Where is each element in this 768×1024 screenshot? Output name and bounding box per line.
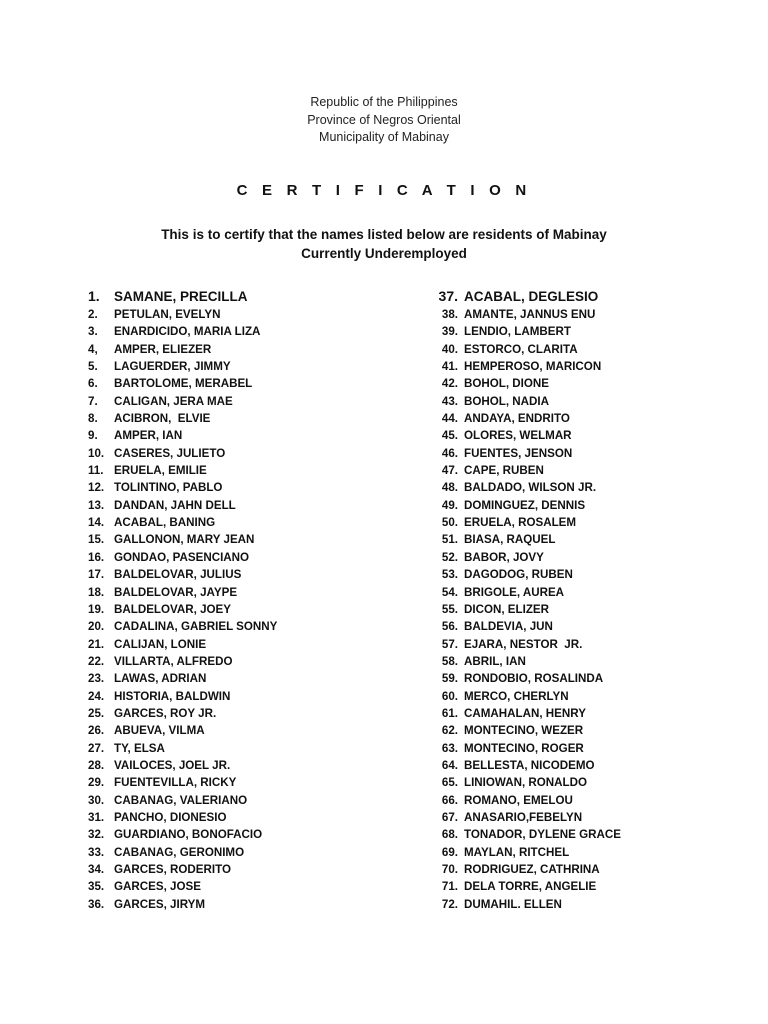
list-item-name: SAMANE, PRECILLA <box>114 289 248 304</box>
list-item-name: BOHOL, DIONE <box>464 377 550 391</box>
list-item-name: RONDOBIO, ROSALINDA <box>464 672 604 686</box>
list-item-name: FUENTES, JENSON <box>464 446 573 460</box>
list-item <box>418 653 621 670</box>
list-item-name: BARTOLOME, MERABEL <box>114 377 253 391</box>
list-item-number: 67. <box>441 810 458 824</box>
list-item-number: 40. <box>441 342 458 356</box>
list-item-name: LINIOWAN, RONALDO <box>464 776 588 790</box>
list-item-number: 38. <box>441 308 458 321</box>
list-item-name: ABUEVA, VILMA <box>114 724 205 738</box>
list-item <box>418 826 621 843</box>
list-item-name: BABOR, JOVY <box>464 550 544 564</box>
list-item <box>418 792 621 809</box>
list-item-name: RODRIGUEZ, CATHRINA <box>464 863 600 876</box>
list-item <box>88 514 277 531</box>
list-item <box>418 740 621 757</box>
list-item-name: CALIJAN, LONIE <box>114 637 207 651</box>
certification-statement <box>0 225 768 263</box>
list-item-number: 32. <box>88 828 105 842</box>
list-item-number: 62. <box>441 724 458 738</box>
list-item <box>418 549 621 566</box>
names-list-right <box>418 286 621 913</box>
list-item-name: ESTORCO, CLARITA <box>464 342 578 356</box>
list-item-number: 70. <box>441 863 458 876</box>
list-item-name: ACABAL, DEGLESIO <box>464 289 599 304</box>
list-item-name: DUMAHIL. ELLEN <box>464 897 562 911</box>
list-item-name: CABANAG, VALERIANO <box>114 793 248 807</box>
list-item-number: 61. <box>441 706 458 720</box>
list-item <box>418 566 621 583</box>
list-item-number: 21. <box>88 637 105 651</box>
list-item-number: 13. <box>88 498 105 512</box>
list-item-number: 27. <box>88 741 105 755</box>
list-item-name: BRIGOLE, AUREA <box>464 585 565 599</box>
list-item <box>88 705 277 722</box>
list-item-number: 66. <box>441 793 458 807</box>
list-item-number: 30. <box>88 793 105 807</box>
list-item <box>418 479 621 496</box>
list-item-number: 56. <box>441 620 458 634</box>
list-item <box>88 410 277 427</box>
list-item-name: ABRIL, IAN <box>464 654 526 668</box>
list-item-number: 17. <box>88 568 105 582</box>
list-item-name: ANASARIO,FEBELYN <box>464 810 583 824</box>
list-item <box>418 618 621 635</box>
list-item-number: 10. <box>88 446 105 460</box>
list-item <box>418 896 621 913</box>
list-item <box>88 601 277 618</box>
list-item-name: OLORES, WELMAR <box>464 429 572 443</box>
list-item-number: 22. <box>88 654 105 668</box>
list-item-name: BIASA, RAQUEL <box>464 533 556 547</box>
list-item-number: 48. <box>441 481 458 495</box>
list-item-number: 58. <box>441 654 458 668</box>
list-item-number: 23. <box>88 672 105 686</box>
list-item <box>418 410 621 427</box>
list-item-number: 60. <box>441 689 458 703</box>
list-item-number: 2. <box>88 308 98 321</box>
list-item <box>88 688 277 705</box>
list-item-name: BALDELOVAR, JAYPE <box>114 585 238 599</box>
list-item <box>88 844 277 861</box>
list-item-number: 50. <box>441 516 458 530</box>
list-item-name: ENARDICIDO, MARIA LIZA <box>114 325 261 339</box>
list-item-number: 36. <box>88 897 105 911</box>
list-item <box>418 584 621 601</box>
list-item-name: DELA TORRE, ANGELIE <box>464 880 597 894</box>
list-item <box>418 375 621 392</box>
list-item-number: 3. <box>88 325 98 339</box>
list-item <box>88 286 277 306</box>
list-item-name: LAGUERDER, JIMMY <box>114 360 231 374</box>
list-item-name: GARCES, JOSE <box>114 880 201 894</box>
list-item-number: 18. <box>88 585 105 599</box>
list-item-number: 24. <box>88 689 105 703</box>
list-item <box>418 670 621 687</box>
list-item-number: 71. <box>441 880 458 894</box>
list-item <box>418 514 621 531</box>
list-item-number: 45. <box>441 429 458 443</box>
letterhead-country: Republic of the Philippines <box>310 95 458 109</box>
list-item-number: 16. <box>88 550 105 564</box>
list-item-name: AMPER, IAN <box>114 429 183 443</box>
list-item-name: CAPE, RUBEN <box>464 464 544 478</box>
list-item-number: 52. <box>441 550 458 564</box>
list-item-number: 41. <box>441 360 458 374</box>
list-item-name: AMPER, ELIEZER <box>114 342 212 356</box>
list-item-number: 59. <box>441 672 458 686</box>
list-item <box>88 722 277 739</box>
list-item-name: PETULAN, EVELYN <box>114 308 221 321</box>
list-item-number: 72. <box>441 897 458 911</box>
list-item-name: TY, ELSA <box>114 741 165 755</box>
list-item <box>418 341 621 358</box>
list-item-number: 8. <box>88 412 98 426</box>
letterhead-municipality: Municipality of Mabinay <box>319 130 449 144</box>
list-item <box>88 861 277 878</box>
list-item <box>88 653 277 670</box>
list-item <box>88 757 277 774</box>
list-item-name: BALDELOVAR, JULIUS <box>114 568 242 582</box>
list-item-number: 4, <box>88 342 98 356</box>
list-item-number: 28. <box>88 758 105 772</box>
list-item <box>88 740 277 757</box>
list-item-name: ROMANO, EMELOU <box>464 793 573 807</box>
names-list-left <box>88 286 277 913</box>
list-item-name: CAMAHALAN, HENRY <box>464 706 586 720</box>
list-item-name: DANDAN, JAHN DELL <box>114 498 236 512</box>
list-item-name: VILLARTA, ALFREDO <box>114 654 233 668</box>
list-item-name: ERUELA, EMILIE <box>114 464 207 478</box>
list-item <box>418 531 621 548</box>
letterhead <box>0 94 768 147</box>
list-item-number: 1. <box>88 288 100 304</box>
list-item <box>88 826 277 843</box>
list-item-number: 9. <box>88 429 98 443</box>
list-item-name: HEMPEROSO, MARICON <box>464 360 602 374</box>
list-item-number: 54. <box>441 585 458 599</box>
list-item <box>418 358 621 375</box>
list-item <box>88 531 277 548</box>
list-item-name: GALLONON, MARY JEAN <box>114 533 255 547</box>
list-item-number: 26. <box>88 724 105 738</box>
list-item-name: CASERES, JULIETO <box>114 446 226 460</box>
list-item-name: LAWAS, ADRIAN <box>114 672 207 686</box>
list-item-number: 46. <box>441 446 458 460</box>
list-item-name: MERCO, CHERLYN <box>464 689 569 703</box>
list-item-name: TONADOR, DYLENE GRACE <box>464 828 621 842</box>
list-item-number: 31. <box>88 810 105 824</box>
list-item-name: FUENTEVILLA, RICKY <box>114 776 237 790</box>
list-item-name: ANDAYA, ENDRITO <box>464 412 570 426</box>
list-item-name: MAYLAN, RITCHEL <box>464 845 570 859</box>
list-item-number: 6. <box>88 377 98 391</box>
list-item-number: 11. <box>88 464 104 478</box>
list-item <box>88 566 277 583</box>
list-item-number: 37. <box>438 288 458 304</box>
list-item <box>418 861 621 878</box>
list-item <box>88 323 277 340</box>
list-item-name: DAGODOG, RUBEN <box>464 568 573 582</box>
list-item <box>418 722 621 739</box>
list-item-name: ACABAL, BANING <box>114 516 216 530</box>
list-item <box>88 445 277 462</box>
list-item-name: EJARA, NESTOR JR. <box>464 637 583 651</box>
list-item <box>88 306 277 323</box>
list-item <box>418 878 621 895</box>
list-item-name: CADALINA, GABRIEL SONNY <box>114 620 278 634</box>
list-item <box>88 375 277 392</box>
list-item <box>418 688 621 705</box>
list-item-name: DICON, ELIZER <box>464 602 550 616</box>
list-item-name: GARCES, JIRYM <box>114 897 206 911</box>
statement-line-1: This is to certify that the names listed below are residents of Mabinay <box>161 227 607 242</box>
list-item-name: HISTORIA, BALDWIN <box>114 689 231 703</box>
list-item-number: 14. <box>88 516 105 530</box>
list-item-number: 44. <box>441 412 458 426</box>
list-item-name: BOHOL, NADIA <box>464 394 550 408</box>
list-item <box>88 774 277 791</box>
list-item <box>88 462 277 479</box>
list-item-name: PANCHO, DIONESIO <box>114 810 227 824</box>
list-item-name: BELLESTA, NICODEMO <box>464 758 595 772</box>
list-item-name: ACIBRON, ELVIE <box>114 412 211 426</box>
list-item <box>418 393 621 410</box>
list-item <box>418 809 621 826</box>
list-item-number: 57. <box>441 637 458 651</box>
list-item <box>418 286 621 306</box>
list-item-name: MONTECINO, WEZER <box>464 724 584 738</box>
list-item-name: CALIGAN, JERA MAE <box>114 394 233 408</box>
list-item <box>88 341 277 358</box>
list-item-number: 51. <box>441 533 458 547</box>
list-item-name: LENDIO, LAMBERT <box>464 325 571 339</box>
list-item <box>418 705 621 722</box>
list-item-name: BALDEVIA, JUN <box>464 620 553 634</box>
list-item-name: GONDAO, PASENCIANO <box>114 550 250 564</box>
statement-line-2: Currently Underemployed <box>301 246 467 261</box>
list-item <box>418 757 621 774</box>
list-item-number: 68. <box>441 828 458 842</box>
list-item <box>88 809 277 826</box>
document-title: C E R T I F I C A T I O N <box>236 182 532 199</box>
list-item <box>88 670 277 687</box>
list-item <box>88 358 277 375</box>
list-item-number: 7. <box>88 394 98 408</box>
list-item-number: 35. <box>88 880 105 894</box>
list-item <box>418 427 621 444</box>
list-item-number: 5. <box>88 360 98 374</box>
list-item-number: 15. <box>88 533 105 547</box>
list-item-number: 12. <box>88 481 105 495</box>
list-item-number: 49. <box>441 498 458 512</box>
list-item-name: VAILOCES, JOEL JR. <box>114 758 231 772</box>
list-item-number: 47. <box>441 464 458 478</box>
list-item <box>88 896 277 913</box>
list-item-number: 65. <box>441 776 458 790</box>
list-item-name: GARCES, RODERITO <box>114 863 232 876</box>
list-item-number: 63. <box>441 741 458 755</box>
list-item-name: AMANTE, JANNUS ENU <box>464 308 596 321</box>
list-item-name: GUARDIANO, BONOFACIO <box>114 828 263 842</box>
list-item-number: 53. <box>441 568 458 582</box>
list-item-number: 69. <box>441 845 458 859</box>
list-item <box>418 462 621 479</box>
list-item-number: 19. <box>88 602 105 616</box>
list-item <box>88 497 277 514</box>
list-item-name: TOLINTINO, PABLO <box>114 481 223 495</box>
list-item <box>418 445 621 462</box>
list-item-number: 33. <box>88 845 105 859</box>
list-item-name: ERUELA, ROSALEM <box>464 516 577 530</box>
list-item <box>418 844 621 861</box>
list-item-number: 64. <box>441 758 458 772</box>
list-item <box>418 306 621 323</box>
list-item-number: 43. <box>441 394 458 408</box>
list-item-name: DOMINGUEZ, DENNIS <box>464 498 586 512</box>
list-item-number: 20. <box>88 620 105 634</box>
list-item <box>88 792 277 809</box>
letterhead-province: Province of Negros Oriental <box>307 112 461 127</box>
list-item <box>88 584 277 601</box>
list-item <box>88 549 277 566</box>
list-item <box>88 618 277 635</box>
list-item <box>418 636 621 653</box>
list-item-name: BALDELOVAR, JOEY <box>114 602 232 616</box>
list-item-number: 42. <box>441 377 458 391</box>
list-item <box>418 497 621 514</box>
list-item <box>88 878 277 895</box>
list-item <box>88 636 277 653</box>
list-item <box>88 427 277 444</box>
list-item-number: 55. <box>441 602 458 616</box>
list-item <box>418 323 621 340</box>
list-item-name: GARCES, ROY JR. <box>114 706 217 720</box>
list-item <box>418 601 621 618</box>
list-item <box>88 479 277 496</box>
list-item <box>418 774 621 791</box>
list-item-number: 34. <box>88 863 105 876</box>
list-item-number: 39. <box>441 325 458 339</box>
list-item-name: CABANAG, GERONIMO <box>114 845 245 859</box>
list-item-number: 25. <box>88 706 105 720</box>
list-item-name: BALDADO, WILSON JR. <box>464 481 597 495</box>
list-item-number: 29. <box>88 776 105 790</box>
list-item-name: MONTECINO, ROGER <box>464 741 584 755</box>
list-item <box>88 393 277 410</box>
